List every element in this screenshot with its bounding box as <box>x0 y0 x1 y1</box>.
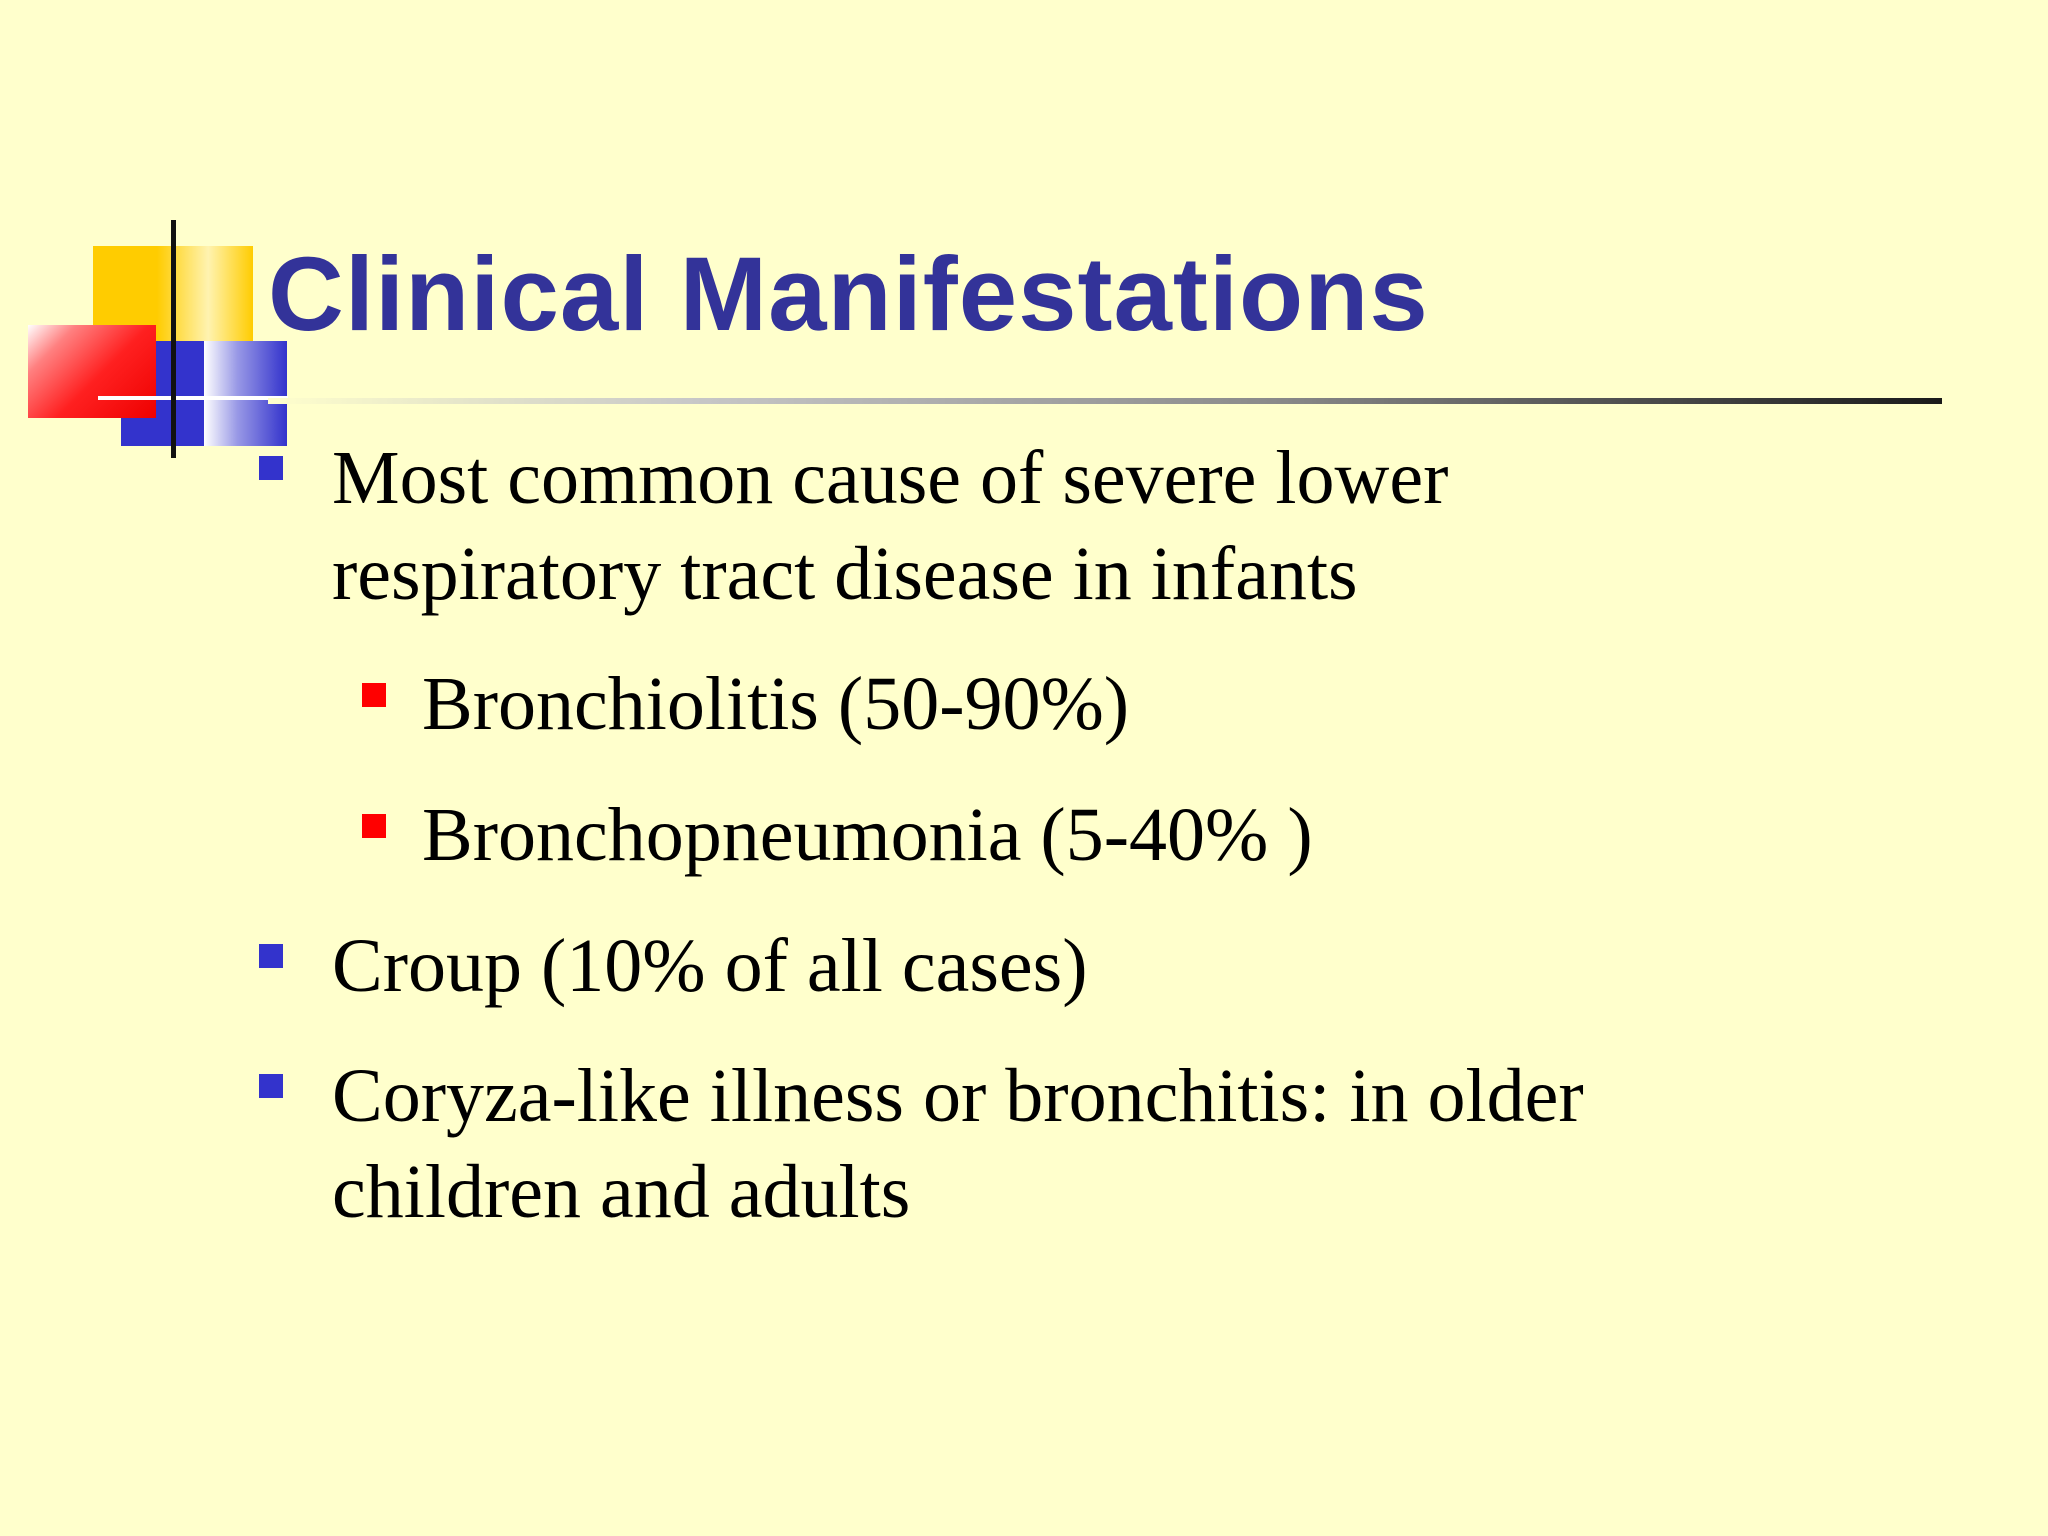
red-square-decoration <box>28 325 156 418</box>
white-horizontal-line-decoration <box>98 396 288 400</box>
bullet-line: Coryza-like illness or bronchitis: in older <box>332 1054 1584 1138</box>
bullet-line: Most common cause of severe lower <box>332 436 1449 520</box>
sub-bullet-line: Bronchopneumonia (5-40% ) <box>422 793 1313 877</box>
bullet-line: respiratory tract disease in infants <box>332 532 1358 616</box>
black-vertical-line-decoration <box>171 220 176 458</box>
bullet-line: children and adults <box>332 1150 911 1234</box>
sub-bullet-line: Bronchiolitis (50-90%) <box>422 662 1130 746</box>
slide-title: Clinical Manifestations <box>268 236 1429 353</box>
red-square-bullet-icon <box>362 814 386 838</box>
blue-square-bullet-icon <box>259 456 283 480</box>
bullet-line: Croup (10% of all cases) <box>332 924 1088 1008</box>
title-underline-rule <box>268 398 1942 404</box>
blue-gradient-square-decoration <box>204 341 287 446</box>
blue-square-bullet-icon <box>259 944 283 968</box>
red-square-bullet-icon <box>362 683 386 707</box>
blue-square-bullet-icon <box>259 1074 283 1098</box>
